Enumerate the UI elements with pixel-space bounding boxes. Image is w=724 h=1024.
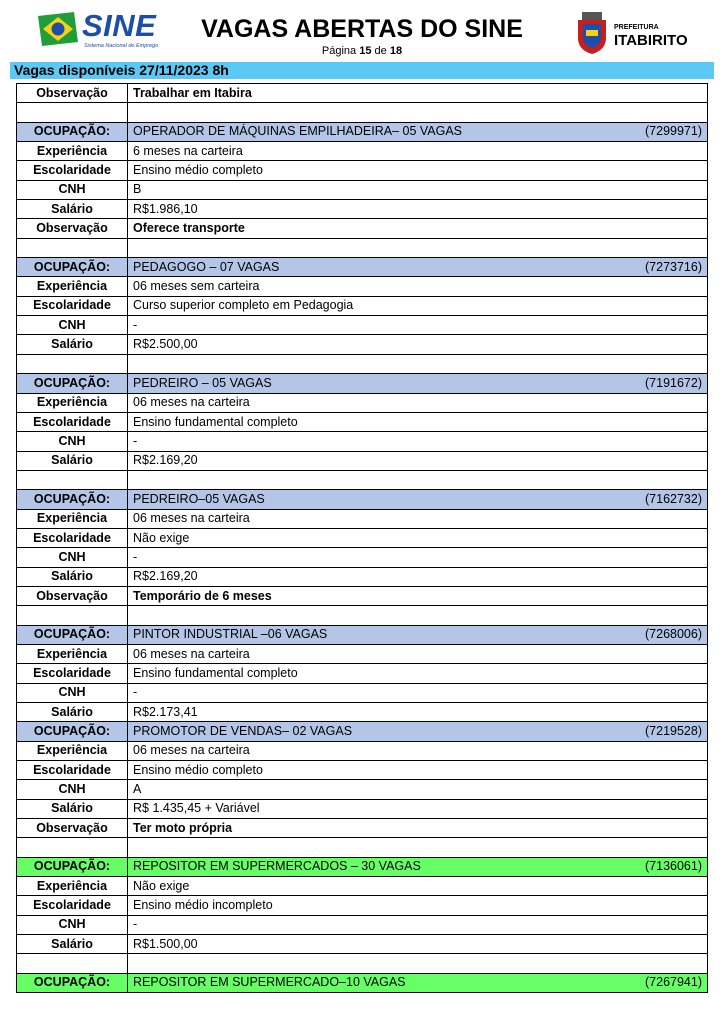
occupation-title: PROMOTOR DE VENDAS– 02 VAGAS <box>133 724 353 739</box>
field-label: Salário <box>17 935 128 954</box>
field-row <box>17 161 708 180</box>
occupation-title: PINTOR INDUSTRIAL –06 VAGAS <box>133 627 328 642</box>
field-row <box>17 567 708 586</box>
sine-logo-text: SINE <box>82 8 157 43</box>
field-value: - <box>133 317 138 332</box>
field-value: - <box>133 549 138 564</box>
field-value-cell <box>128 316 708 335</box>
field-row <box>17 586 708 605</box>
field-value-cell <box>128 219 708 238</box>
spacer-cell <box>128 354 708 373</box>
field-row <box>17 780 708 799</box>
spacer-cell <box>128 470 708 489</box>
field-value: R$1.500,00 <box>133 936 198 951</box>
page-sep: de <box>374 45 387 57</box>
spacer-cell <box>17 103 128 122</box>
field-label: Escolaridade <box>17 896 128 915</box>
occupation-row <box>17 258 708 277</box>
occupation-title: PEDAGOGO – 07 VAGAS <box>133 259 280 274</box>
field-row <box>17 644 708 663</box>
occupation-cell <box>128 973 708 992</box>
spacer-cell <box>128 238 708 257</box>
field-label: Escolaridade <box>17 528 128 547</box>
field-value: Trabalhar em Itabira <box>133 85 252 100</box>
spacer-row <box>17 354 708 373</box>
occupation-label: OCUPAÇÃO: <box>17 722 128 741</box>
occupation-row <box>17 722 708 741</box>
occupation-row <box>17 490 708 509</box>
occupation-cell <box>128 490 708 509</box>
field-value-cell <box>128 761 708 780</box>
field-label: Observação <box>17 819 128 838</box>
occupation-row <box>17 857 708 876</box>
occupation-code: (7267941) <box>645 975 702 990</box>
field-value-cell <box>128 683 708 702</box>
occupation-code: (7219528) <box>645 724 702 739</box>
field-value: - <box>133 433 138 448</box>
field-row <box>17 432 708 451</box>
field-value-cell <box>128 296 708 315</box>
field-value-cell <box>128 277 708 296</box>
field-value: R$1.986,10 <box>133 201 198 216</box>
field-value-cell <box>128 509 708 528</box>
field-row <box>17 219 708 238</box>
occupation-code: (7136061) <box>645 859 702 874</box>
field-label: Escolaridade <box>17 161 128 180</box>
field-label: Experiência <box>17 142 128 161</box>
field-value: Ensino médio incompleto <box>133 898 273 913</box>
field-value: Não exige <box>133 530 190 545</box>
page-prefix: Página <box>321 45 357 57</box>
field-value-cell <box>128 451 708 470</box>
field-label: Salário <box>17 703 128 722</box>
field-row <box>17 877 708 896</box>
field-value: 6 meses na carteira <box>133 143 243 158</box>
occupation-code: (7162732) <box>645 491 702 506</box>
field-label: Observação <box>17 586 128 605</box>
field-value-cell <box>128 877 708 896</box>
field-row <box>17 142 708 161</box>
field-row <box>17 277 708 296</box>
field-row <box>17 799 708 818</box>
field-value-cell <box>128 586 708 605</box>
field-row <box>17 316 708 335</box>
field-value: - <box>133 685 138 700</box>
field-value: Ensino médio completo <box>133 762 263 777</box>
field-row <box>17 509 708 528</box>
occupation-cell <box>128 722 708 741</box>
field-row <box>17 412 708 431</box>
field-value: R$2.169,20 <box>133 569 198 584</box>
field-value: 06 meses na carteira <box>133 395 250 410</box>
field-label: Salário <box>17 335 128 354</box>
field-row <box>17 335 708 354</box>
field-label: CNH <box>17 180 128 199</box>
field-value: Oferece transporte <box>133 221 245 236</box>
field-row <box>17 664 708 683</box>
field-label: CNH <box>17 316 128 335</box>
field-row <box>17 819 708 838</box>
field-value-cell <box>128 799 708 818</box>
occupation-cell <box>128 374 708 393</box>
field-value: 06 meses na carteira <box>133 646 250 661</box>
field-row <box>17 200 708 219</box>
occupation-row <box>17 625 708 644</box>
field-value: Ter moto própria <box>133 820 233 835</box>
field-row <box>17 683 708 702</box>
page-header <box>0 0 724 60</box>
date-band-text: Vagas disponíveis 27/11/2023 8h <box>14 62 229 78</box>
field-label: Experiência <box>17 277 128 296</box>
occupation-title: OPERADOR DE MÁQUINAS EMPILHADEIRA– 05 VAGAS <box>133 124 463 139</box>
field-row <box>17 761 708 780</box>
field-value-cell <box>128 664 708 683</box>
spacer-cell <box>128 606 708 625</box>
field-value: 06 meses na carteira <box>133 511 250 526</box>
field-label: Escolaridade <box>17 761 128 780</box>
date-band <box>10 62 714 79</box>
occupation-label: OCUPAÇÃO: <box>17 374 128 393</box>
field-label: Experiência <box>17 741 128 760</box>
field-row <box>17 393 708 412</box>
field-value-cell <box>128 896 708 915</box>
field-value-cell <box>128 819 708 838</box>
occupation-row <box>17 973 708 992</box>
field-value-cell <box>128 412 708 431</box>
field-label: Salário <box>17 451 128 470</box>
field-value-cell <box>128 567 708 586</box>
field-row <box>17 180 708 199</box>
occupation-title: PEDREIRO–05 VAGAS <box>133 491 265 506</box>
spacer-row <box>17 238 708 257</box>
occupation-label: OCUPAÇÃO: <box>17 857 128 876</box>
field-value: Ensino fundamental completo <box>133 665 298 680</box>
field-label: Experiência <box>17 644 128 663</box>
occupation-title: REPOSITOR EM SUPERMERCADO–10 VAGAS <box>133 975 406 990</box>
field-value: A <box>133 782 142 797</box>
field-value: Não exige <box>133 878 190 893</box>
occupation-row <box>17 374 708 393</box>
field-value: R$2.500,00 <box>133 337 198 352</box>
prefeitura-city: ITABIRITO <box>614 32 688 49</box>
prefeitura-label: PREFEITURA <box>614 24 659 31</box>
field-label: Observação <box>17 219 128 238</box>
city-crest-icon <box>574 12 610 54</box>
field-label: Escolaridade <box>17 412 128 431</box>
spacer-cell <box>128 954 708 973</box>
field-value-cell <box>128 935 708 954</box>
field-value: Ensino médio completo <box>133 163 263 178</box>
field-row <box>17 896 708 915</box>
field-value-cell <box>128 142 708 161</box>
occupation-cell <box>128 625 708 644</box>
spacer-cell <box>17 238 128 257</box>
spacer-cell <box>17 838 128 857</box>
sine-logo-subtitle: Sistema Nacional de Emprego <box>84 43 159 49</box>
occupation-cell <box>128 122 708 141</box>
vacancies-table <box>16 83 708 993</box>
prefeitura-logo <box>574 12 694 54</box>
field-row <box>17 84 708 103</box>
field-value-cell <box>128 741 708 760</box>
field-row <box>17 741 708 760</box>
occupation-title: REPOSITOR EM SUPERMERCADOS – 30 VAGAS <box>133 859 421 874</box>
field-value-cell <box>128 335 708 354</box>
field-label: Experiência <box>17 877 128 896</box>
spacer-row <box>17 103 708 122</box>
field-value-cell <box>128 180 708 199</box>
field-value-cell <box>128 703 708 722</box>
field-label: Salário <box>17 799 128 818</box>
field-label: CNH <box>17 915 128 934</box>
page-current: 15 <box>359 45 372 57</box>
field-label: CNH <box>17 683 128 702</box>
spacer-cell <box>17 470 128 489</box>
page-total: 18 <box>389 45 403 57</box>
spacer-cell <box>17 354 128 373</box>
field-value: 06 meses sem carteira <box>133 279 260 294</box>
field-value: R$2.173,41 <box>133 704 198 719</box>
field-value: Temporário de 6 meses <box>133 588 272 603</box>
spacer-row <box>17 470 708 489</box>
field-label: Escolaridade <box>17 664 128 683</box>
occupation-label: OCUPAÇÃO: <box>17 122 128 141</box>
field-value-cell <box>128 432 708 451</box>
field-label: Experiência <box>17 509 128 528</box>
field-value-cell <box>128 528 708 547</box>
field-label: Salário <box>17 567 128 586</box>
occupation-row <box>17 122 708 141</box>
field-value-cell <box>128 644 708 663</box>
field-row <box>17 296 708 315</box>
field-row <box>17 935 708 954</box>
field-label: Salário <box>17 200 128 219</box>
field-value: Curso superior completo em Pedagogia <box>133 298 354 313</box>
spacer-cell <box>128 838 708 857</box>
occupation-cell <box>128 857 708 876</box>
field-row <box>17 703 708 722</box>
occupation-label: OCUPAÇÃO: <box>17 258 128 277</box>
field-value: R$ 1.435,45 + Variável <box>133 801 260 816</box>
occupation-label: OCUPAÇÃO: <box>17 490 128 509</box>
spacer-cell <box>17 606 128 625</box>
field-label: Escolaridade <box>17 296 128 315</box>
spacer-row <box>17 838 708 857</box>
occupation-code: (7268006) <box>645 627 702 642</box>
field-row <box>17 528 708 547</box>
occupation-label: OCUPAÇÃO: <box>17 625 128 644</box>
field-label: Observação <box>17 84 128 103</box>
field-value: 06 meses na carteira <box>133 743 250 758</box>
field-row <box>17 915 708 934</box>
field-row <box>17 548 708 567</box>
field-label: Experiência <box>17 393 128 412</box>
field-value-cell <box>128 780 708 799</box>
occupation-code: (7273716) <box>645 259 702 274</box>
field-value: R$2.169,20 <box>133 453 198 468</box>
spacer-cell <box>17 954 128 973</box>
field-value-cell <box>128 548 708 567</box>
occupation-label: OCUPAÇÃO: <box>17 973 128 992</box>
field-value-cell <box>128 200 708 219</box>
field-value: - <box>133 917 138 932</box>
occupation-code: (7299971) <box>645 124 702 139</box>
field-value-cell <box>128 84 708 103</box>
occupation-cell <box>128 258 708 277</box>
field-label: CNH <box>17 432 128 451</box>
spacer-row <box>17 606 708 625</box>
field-label: CNH <box>17 780 128 799</box>
field-value-cell <box>128 393 708 412</box>
spacer-row <box>17 954 708 973</box>
field-value-cell <box>128 915 708 934</box>
page-title: VAGAS ABERTAS DO SINE <box>201 15 523 43</box>
field-value: Ensino fundamental completo <box>133 414 298 429</box>
field-value-cell <box>128 161 708 180</box>
field-label: CNH <box>17 548 128 567</box>
spacer-cell <box>128 103 708 122</box>
field-value: B <box>133 182 142 197</box>
occupation-title: PEDREIRO – 05 VAGAS <box>133 375 272 390</box>
occupation-code: (7191672) <box>645 375 702 390</box>
field-row <box>17 451 708 470</box>
